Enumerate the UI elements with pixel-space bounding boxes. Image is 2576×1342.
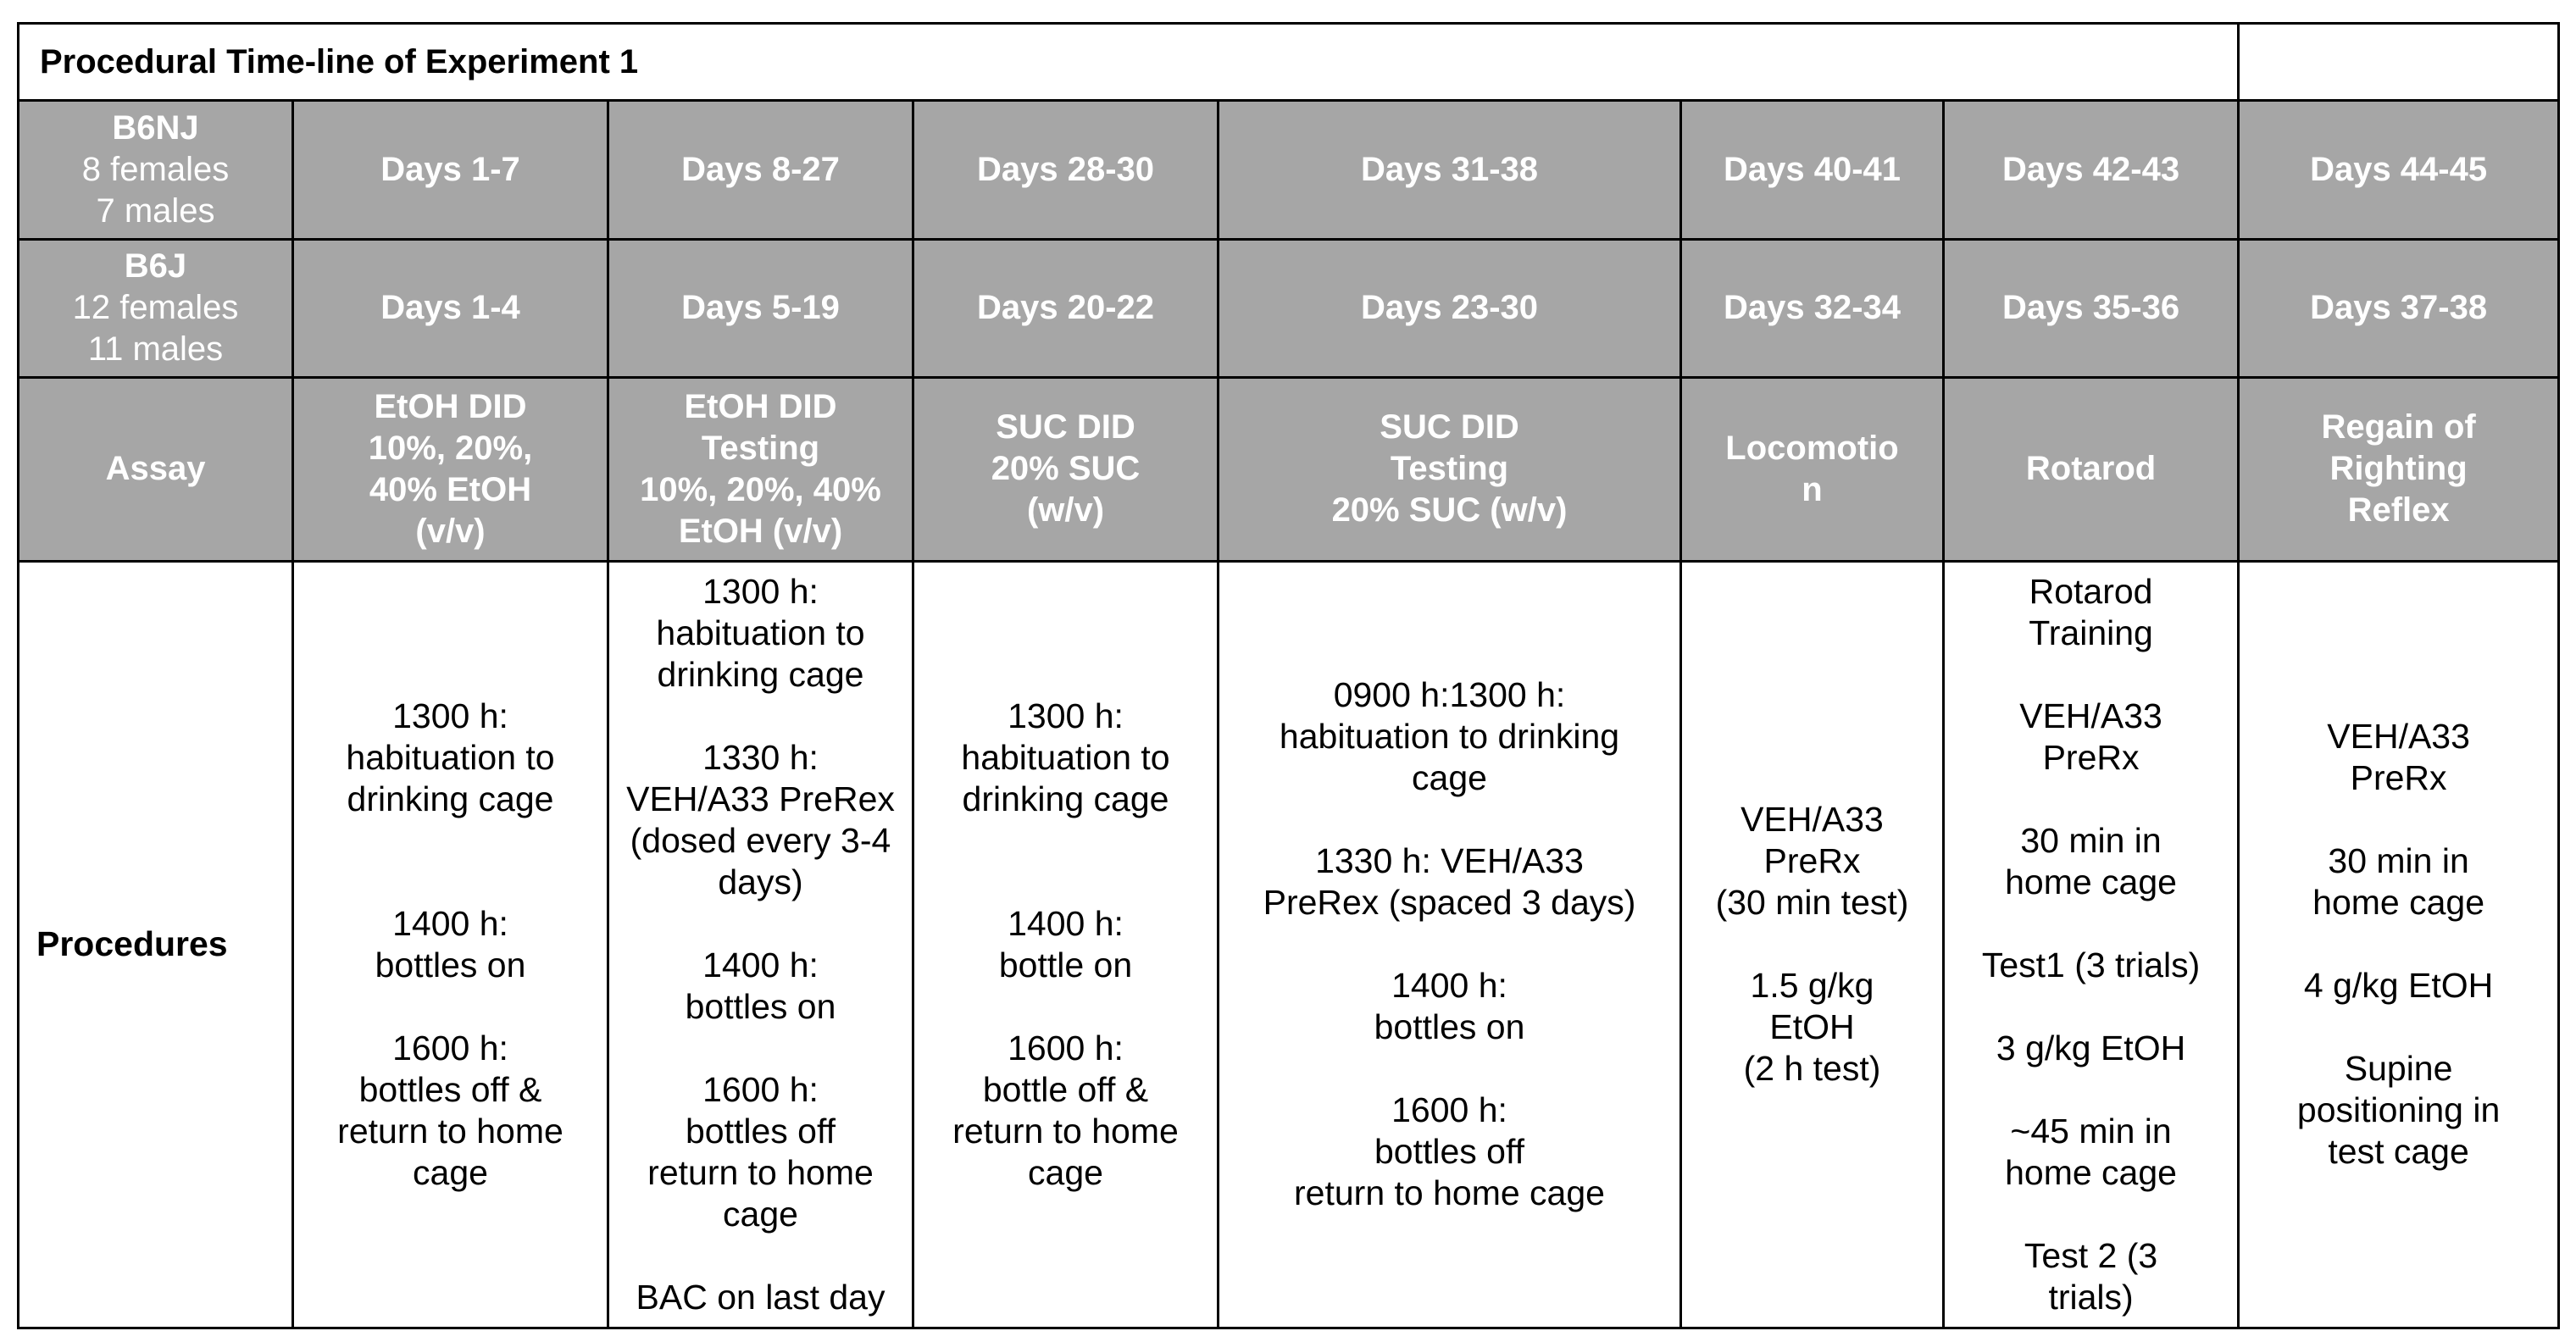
assay-cell [1681,378,1944,562]
cell-line: 1330 h: [702,737,819,777]
days-cell: Days 35-36 [1944,239,2239,377]
days-cell: Days 32-34 [1681,239,1944,377]
cell-line: 10%, 20%, [368,429,533,467]
days-cell: Days 28-30 [913,101,1219,239]
cell-line: bottle off & [982,1069,1149,1109]
cell-line [1950,779,2232,820]
cell-line: Reflex [2347,491,2450,530]
cell-line: ~45 min in [2010,1111,2172,1151]
cell-line: 0900 h:1300 h: [1333,675,1566,715]
cell-line: PreRx [2042,737,2140,777]
strain-males: 7 males [96,191,215,230]
cell-line: positioning in [2296,1090,2501,1130]
timeline-table-wrapper [17,22,2557,1329]
cell-line [614,1235,907,1277]
cell-line: bottles on [1374,1007,1525,1047]
cell-line: 1300 h: [1008,696,1124,735]
procedure-cell [608,561,913,1328]
cell-line [614,1028,907,1069]
cell-line [1950,1194,2232,1235]
cell-line: (2 h test) [1743,1049,1881,1089]
days-cell: Days 44-45 [2239,101,2559,239]
cell-line [614,696,907,737]
days-cell: Days 42-43 [1944,101,2239,239]
cell-line: home cage [2005,862,2177,901]
days-cell: Days 20-22 [913,239,1219,377]
cell-line: Righting [2329,450,2468,488]
assay-cell [608,378,913,562]
days-cell: Days 37-38 [2239,239,2559,377]
cell-line: Test1 (3 trials) [1981,945,2201,984]
procedure-cell [293,561,608,1328]
cell-line [919,820,1212,862]
cell-line: 1400 h: [392,903,508,943]
procedures-row [19,561,2559,1328]
cell-line: VEH/A33 PreRex [626,779,895,818]
cell-line [1950,903,2232,945]
cell-line: EtOH (v/v) [678,512,843,550]
days-cell: Days 1-7 [293,101,608,239]
strain-females: 12 females [72,289,239,327]
cell-line [1224,923,1674,965]
cell-line: habituation to [961,737,1170,777]
cell-line: 1300 h: [392,696,508,735]
cell-line [919,862,1212,903]
strain-cell [19,101,293,239]
cell-line: bottles off [1374,1132,1525,1172]
cell-line: SUC DID [996,408,1135,446]
cell-line: VEH/A33 [2019,696,2162,735]
cell-line: 1600 h: [1391,1090,1507,1130]
cell-line: 30 min in [2020,820,2162,860]
assay-cell [2239,378,2559,562]
cell-line: Rotarod [2025,450,2157,488]
cell-line: bottles on [685,986,836,1026]
days-cell: Days 23-30 [1219,239,1681,377]
assay-cell [1219,378,1681,562]
cell-line: 10%, 20%, 40% [640,470,881,508]
cell-line [1950,1069,2232,1111]
strain-row-b6nj [19,101,2559,239]
assay-cell [913,378,1219,562]
cell-line: 20% SUC (w/v) [1331,491,1568,530]
cell-line: 30 min in [2328,841,2469,881]
assay-row [19,378,2559,562]
cell-line: days) [718,862,803,901]
strain-cell [19,239,293,377]
cell-line: bottles off & [358,1069,542,1109]
days-cell: Days 40-41 [1681,101,1944,239]
cell-line: trials) [2048,1277,2134,1317]
cell-line: return to home [952,1111,1179,1151]
cell-line: Supine [2344,1049,2453,1089]
cell-line: return to home cage [1294,1173,1605,1213]
cell-line: SUC DID [1380,408,1519,446]
cell-line: return to home [337,1111,564,1151]
strain-name: B6NJ [112,108,199,147]
cell-line: 1600 h: [1008,1028,1124,1068]
cell-line: cage [1412,758,1487,798]
cell-line: 4 g/kg EtOH [2303,966,2494,1006]
strain-males: 11 males [87,330,224,369]
cell-line: n [1802,470,1823,508]
cell-line: test cage [2328,1132,2469,1172]
cell-line: PreRx [1763,841,1861,881]
procedure-cell [1219,561,1681,1328]
cell-line: 1.5 g/kg [1750,966,1874,1006]
cell-line: habituation to drinking [1279,717,1620,757]
procedure-cell [1944,561,2239,1328]
cell-line: bottles on [375,945,526,984]
cell-line: habituation to [346,737,555,777]
cell-line [299,862,602,903]
cell-line: Testing [701,429,820,467]
assay-cell [293,378,608,562]
cell-line: (w/v) [1026,491,1105,530]
cell-line: Training [2029,613,2153,652]
cell-line: 1600 h: [702,1069,819,1109]
cell-line: (v/v) [415,512,486,550]
cell-line: 1600 h: [392,1028,508,1068]
cell-line: cage [1028,1152,1103,1192]
cell-line: 1400 h: [1391,966,1507,1006]
assay-label: Assay [19,378,293,562]
strain-row-b6j [19,239,2559,377]
procedure-cell [2239,561,2559,1328]
cell-line: Locomotio [1725,429,1899,467]
days-cell: Days 5-19 [608,239,913,377]
procedural-timeline-table [17,22,2560,1329]
cell-line: EtOH [1769,1007,1855,1047]
cell-line [1687,923,1937,965]
days-cell: Days 31-38 [1219,101,1681,239]
cell-line: PreRex (spaced 3 days) [1263,883,1636,923]
cell-line: drinking cage [347,779,554,818]
cell-line: 40% EtOH [369,470,532,508]
cell-line: 1400 h: [702,945,819,984]
cell-line [1224,799,1674,840]
procedure-cell [913,561,1219,1328]
cell-line [2245,923,2552,965]
cell-line: 1300 h: [702,571,819,611]
cell-line: PreRx [2350,758,2447,798]
days-cell: Days 8-27 [608,101,913,239]
cell-line: return to home [647,1152,874,1192]
cell-line [2245,799,2552,840]
cell-line: cage [413,1152,488,1192]
cell-line: drinking cage [657,654,864,694]
procedures-label: Procedures [19,561,293,1328]
cell-line: VEH/A33 [1740,800,1884,840]
cell-line: Rotarod [2029,571,2153,611]
cell-line: (dosed every 3-4 [630,820,891,860]
procedure-cell [1681,561,1944,1328]
title-row-empty-cell [2239,24,2559,101]
cell-line: home cage [2312,883,2485,923]
cell-line: bottles off [685,1111,836,1151]
cell-line: bottle on [998,945,1133,984]
cell-line: EtOH DID [684,387,837,425]
cell-line: Regain of [2321,408,2476,446]
cell-line: Test 2 (3 [2024,1235,2158,1275]
cell-line: Testing [1390,450,1509,488]
cell-line: 1330 h: VEH/A33 [1315,841,1584,881]
cell-line: 1400 h: [1008,903,1124,943]
cell-line: VEH/A33 [2327,717,2470,757]
cell-line [299,820,602,862]
cell-line: BAC on last day [636,1277,886,1317]
cell-line: (30 min test) [1715,883,1909,923]
cell-line: EtOH DID [374,387,527,425]
cell-line [614,903,907,945]
strain-females: 8 females [81,150,230,188]
cell-line: cage [723,1194,798,1234]
strain-name: B6J [124,247,187,286]
cell-line [1950,986,2232,1028]
cell-line [2245,1006,2552,1048]
cell-line [299,986,602,1028]
cell-line: 20% SUC [991,450,1141,488]
assay-cell [1944,378,2239,562]
cell-line: home cage [2005,1152,2177,1192]
cell-line: habituation to [656,613,865,652]
cell-line [919,986,1212,1028]
days-cell: Days 1-4 [293,239,608,377]
cell-line [1224,1048,1674,1090]
title-row [19,24,2559,101]
cell-line: drinking cage [962,779,1169,818]
cell-line: 3 g/kg EtOH [1996,1028,2186,1068]
table-title: Procedural Time-line of Experiment 1 [19,24,2239,101]
cell-line [1950,654,2232,696]
